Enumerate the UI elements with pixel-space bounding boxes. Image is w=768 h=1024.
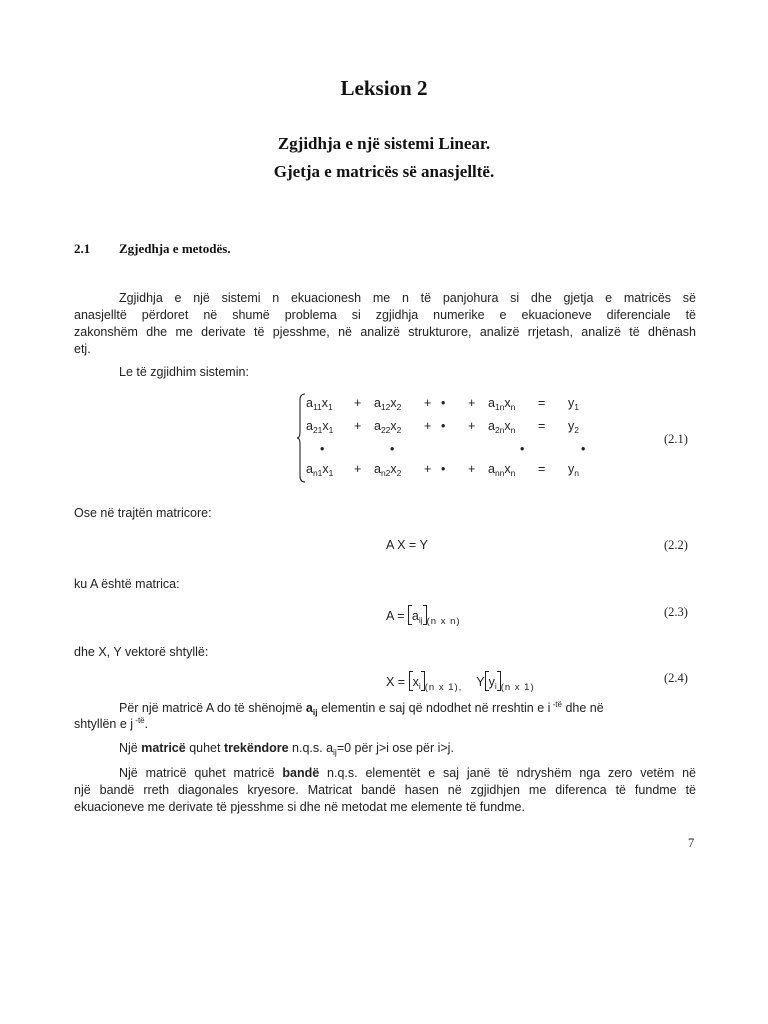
var-y: y [568,462,575,476]
eq-2-4-lhs-x: X = [386,675,406,689]
notation-sup-2: -të [133,716,145,725]
plus: + [424,396,432,410]
eq-number-2-3: (2.3) [664,605,688,619]
matrix-label: ku A është matrica: [74,577,180,591]
term-n [488,462,515,478]
coef-a: a [488,419,495,433]
var-sub: 1 [328,468,334,478]
band-text-1: Një matricë quhet matricë [119,766,283,780]
eq-2-4-dim-y: (n x 1) [500,682,535,693]
coef-a: a [374,462,381,476]
var-y-sub: 2 [574,425,579,435]
var-x: x [390,419,397,433]
coef-a: a [488,396,495,410]
notation-text-3: dhe në [561,701,604,715]
notation-text-1: Për një matricë A do të shënojmë [119,701,306,715]
coef-sub: 2n [494,425,505,435]
equals-sign [538,419,545,433]
eq-2-3-dim: (n x n) [426,616,461,627]
plus-sign [468,396,475,410]
coef-a: a [488,462,495,476]
vertical-ellipsis-dot [520,442,524,456]
intro-line-2: anasjelltë përdoret në shumë problema si zgjidhja numerike e ekuacioneve diferenciale të [74,308,696,322]
var-x: x [504,396,511,410]
notation-sup-1: -të [550,700,562,709]
ellipsis-dot [441,419,445,433]
rhs-y [568,462,579,478]
eq-2-4-x: x [412,675,419,689]
var-sub: 2 [396,402,402,412]
triangular-definition [119,741,454,757]
plus-sign [468,419,475,433]
notation-line-2 [74,716,148,731]
equals: = [538,419,546,433]
lesson-subtitle-2: Gjetja e matricës së anasjelltë. [273,162,495,181]
coef-a: a [306,419,313,433]
plus-sign [354,419,361,433]
term-n [488,396,515,412]
var-y: y [568,396,575,410]
equals-sign [538,462,545,476]
var-x: x [504,462,511,476]
lesson-subtitle-1: Zgjidhja e një sistemi Linear. [277,134,491,153]
notation-text-5: . [144,717,149,731]
coef-sub: n2 [380,468,391,478]
dot: • [441,419,446,433]
eq-2-3-entry: a [411,609,419,623]
equals: = [538,396,546,410]
var-x: x [390,462,397,476]
triangular-bold-trekendore: trekëndore [223,741,289,755]
var-x: x [390,396,397,410]
solve-intro: Le të zgjidhim sistemin: [119,365,249,379]
term-2 [374,419,401,435]
ellipsis-dot [441,396,445,410]
rhs-y [568,396,579,412]
equation-2-4 [386,671,535,693]
eq-2-4-lhs-y: Y [476,675,485,689]
band-line-1 [74,765,696,782]
triangular-text-4: =0 për j>i ose për i>j. [336,741,454,755]
vectors-label: dhe X, Y vektorë shtyllë: [74,645,209,659]
vertical-ellipsis-dot [390,442,394,456]
coef-sub: 22 [380,425,391,435]
vertical-ellipsis-dot [581,442,585,456]
equals: = [538,462,546,476]
band-text-2: n.q.s. elementët e saj janë të ndryshëm nga zero vetëm në [319,766,696,780]
var-y-sub: 1 [574,402,579,412]
var-y: y [568,419,575,433]
lesson-title: Leksion 2 [340,76,428,100]
var-sub: 1 [328,425,334,435]
notation-bold-sub: ij [312,707,318,717]
coef-a: a [306,396,313,410]
var-sub: n [510,468,516,478]
equation-2-3 [386,605,461,627]
plus: + [468,419,476,433]
var-sub: n [510,402,516,412]
eq-number-2-4: (2.4) [664,671,688,685]
matrix-form-label: Ose në trajtën matricore: [74,506,212,520]
plus: + [468,396,476,410]
section-number: 2.1 [74,241,91,256]
plus: + [468,462,476,476]
linear-system [296,392,596,487]
coef-sub: 11 [312,402,322,412]
left-brace-icon [296,392,306,484]
dot: • [441,462,446,476]
triangular-text-2: quhet [185,741,224,755]
var-sub: 2 [396,468,402,478]
dot: • [520,442,525,456]
dot: • [320,442,325,456]
notation-bold-a: a [305,701,313,715]
triangular-bold-matrice: matricë [141,741,186,755]
band-bold: bandë [282,766,320,780]
eq-2-4-dim-x: (n x 1), [424,682,463,693]
plus-sign [424,462,431,476]
var-x: x [504,419,511,433]
section-title: Zgjedhja e metodës. [119,241,231,256]
plus-sign [354,396,361,410]
coef-sub: nn [494,468,505,478]
coef-a: a [374,396,381,410]
eq-number-2-1: (2.1) [664,432,688,446]
var-y-sub: n [574,468,579,478]
vertical-ellipsis-dot [320,442,324,456]
equals-sign [538,396,545,410]
rhs-y [568,419,579,435]
var-x: x [322,462,329,476]
band-paragraph [74,765,696,816]
plus-sign [468,462,475,476]
var-x: x [321,396,329,410]
term-n [488,419,515,435]
triangular-text-1: Një [119,741,142,755]
coef-sub: 12 [380,402,391,412]
eq-2-4-y: y [488,675,495,689]
var-sub: n [510,425,516,435]
intro-paragraph [74,290,696,358]
plus-sign [424,396,431,410]
intro-line-1: Zgjidhja e një sistemi n ekuacionesh me n të panjohura si dhe gjetja e matricës së [119,291,696,305]
triangular-sub: ij [333,747,337,757]
eq-2-4-x-sub: i [418,681,421,691]
plus: + [354,396,362,410]
dot: • [390,442,395,456]
coef-a: a [306,462,313,476]
triangular-text-3: n.q.s. a [288,741,334,755]
band-line-2: një bandë rreth diagonales kryesore. Matricat bandë hasen në zgjidhjen me diferenca të fundme të [74,783,696,797]
term-2 [374,396,401,412]
plus: + [424,462,432,476]
term-1 [306,396,333,412]
eq-2-4-y-sub: i [494,681,497,691]
eq-number-2-2: (2.2) [664,538,688,552]
eq-2-3-lhs: A = [386,609,405,623]
term-2 [374,462,401,478]
notation-line-1 [119,700,604,717]
var-sub: 1 [328,402,333,412]
dot: • [581,442,586,456]
plus-sign [354,462,361,476]
coef-a: a [374,419,381,433]
term-1 [306,419,333,435]
coef-sub: 1n [494,402,505,412]
equation-2-2: A X = Y [386,538,428,552]
plus: + [354,419,362,433]
ellipsis-dot [441,462,445,476]
eq-2-3-entry-sub: ij [418,615,423,625]
intro-line-3: zakonshëm dhe me derivate të pjesshme, në analizë strukturore, analizë rrjetash, analizë të dhënash [74,325,696,339]
page-number: 7 [688,836,695,850]
band-line-3: ekuacioneve me derivate të pjesshme si dhe në metodat me elemente të fundme. [74,800,525,814]
dot: • [441,396,446,410]
intro-line-4: etj. [74,342,91,356]
var-sub: 2 [396,425,402,435]
coef-sub: 21 [312,425,323,435]
notation-text-2: elementin e saj që ndodhet në rreshtin e i [317,701,551,715]
plus: + [354,462,362,476]
var-x: x [322,419,329,433]
notation-text-4: shtyllën e j [74,717,134,731]
plus: + [424,419,432,433]
plus-sign [424,419,431,433]
term-1 [306,462,333,478]
coef-sub: n1 [312,468,323,478]
